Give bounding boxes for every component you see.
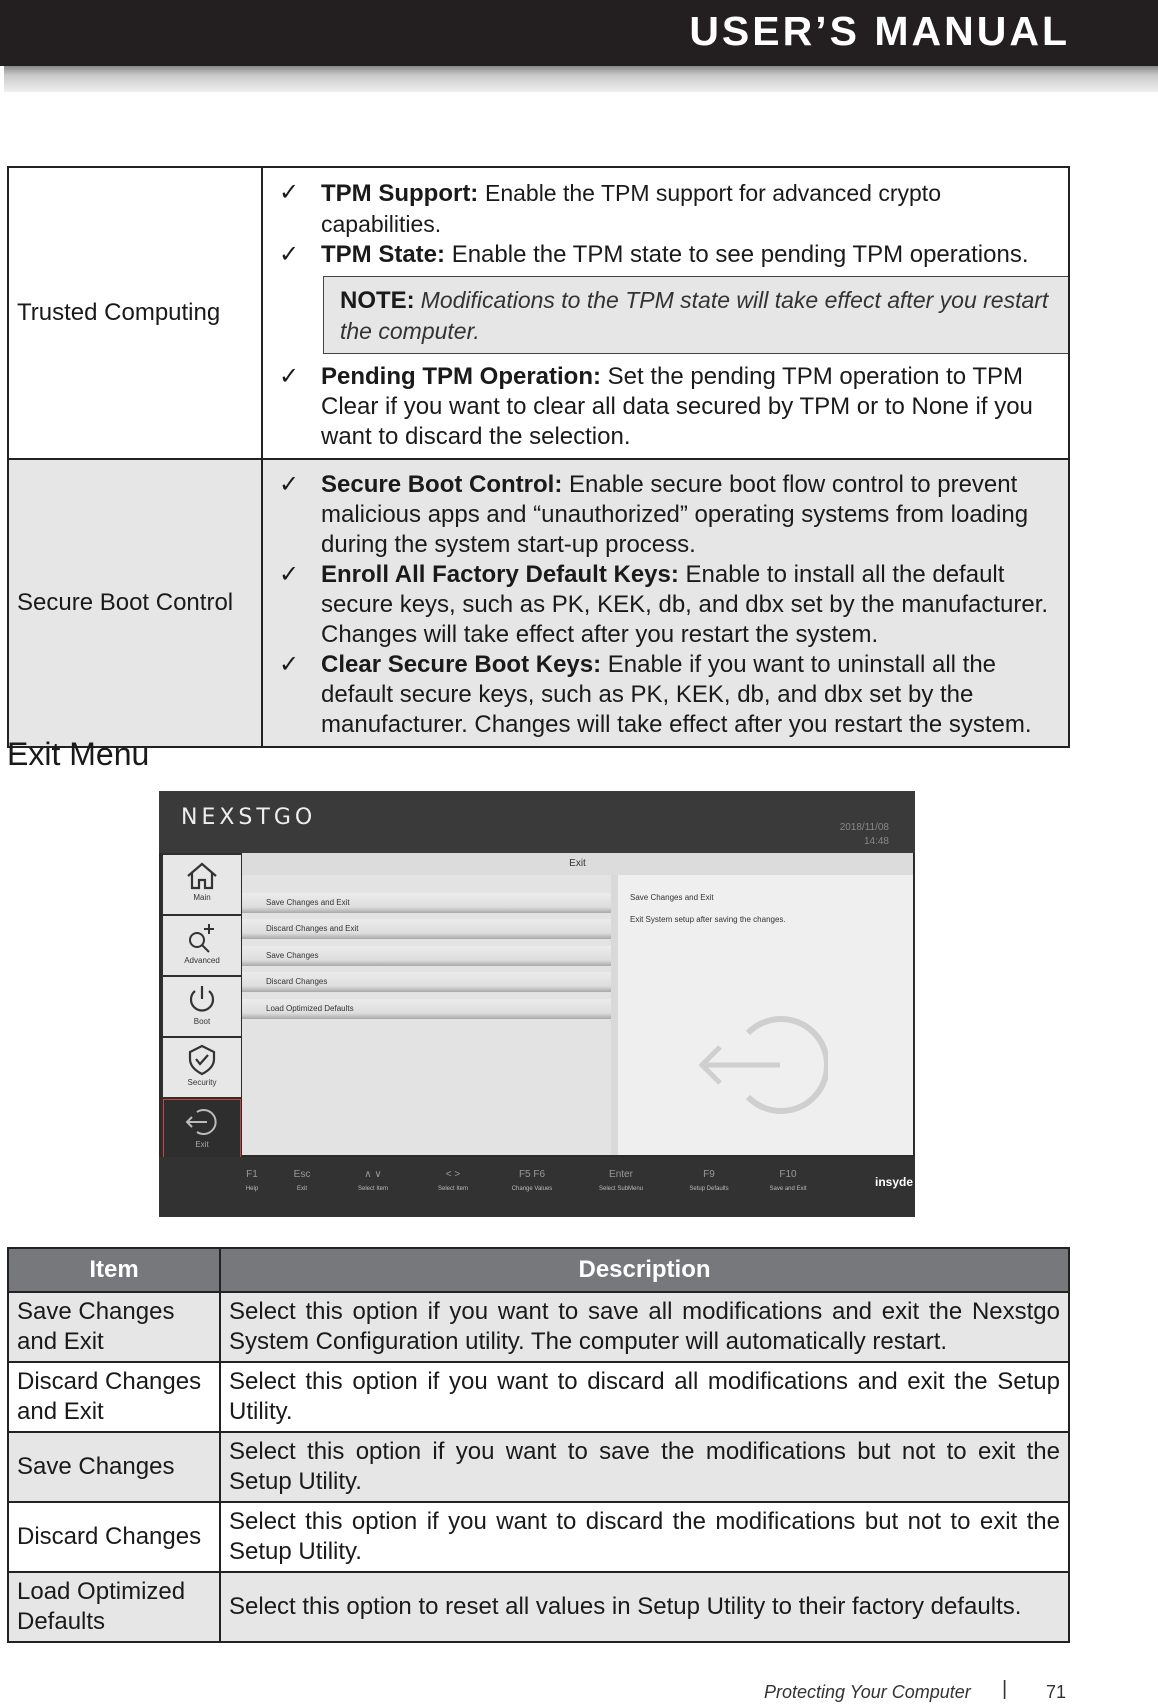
checkmark-icon: ✓ bbox=[279, 561, 300, 588]
option-secure-boot-control: ✓ Secure Boot Control: Enable secure boot flow control to prevent malicious apps and “unauthorized” operating systems from loading during the system start-up process. bbox=[279, 471, 1029, 558]
key-leftright[interactable]: < > Select Item bbox=[437, 1169, 468, 1192]
row-label: Secure Boot Control bbox=[8, 459, 262, 747]
option-pending-tpm: ✓ Pending TPM Operation: Set the pending TPM operation to TPM Clear if you want to clear all data secured by TPM or to None if you want to discard the selection. bbox=[279, 363, 1033, 450]
description-cell: Select this option if you want to discard the modifications but not to exit the Setup Utility. bbox=[220, 1502, 1069, 1572]
header-shadow bbox=[4, 66, 1158, 92]
sidebar-item-exit[interactable]: Exit bbox=[163, 1099, 241, 1158]
bios-screenshot bbox=[159, 791, 915, 1217]
key-f5-f6[interactable]: F5 F6 Change Values bbox=[511, 1169, 553, 1192]
option-tpm-support: ✓ TPM Support: Enable the TPM support for advanced crypto capabilities. bbox=[279, 179, 941, 237]
row-label: Trusted Computing bbox=[8, 167, 262, 459]
key-enter[interactable]: Enter Select SubMenu bbox=[598, 1169, 644, 1192]
help-description: Exit System setup after saving the changes. bbox=[630, 915, 786, 924]
page-number: 71 bbox=[1046, 1682, 1067, 1702]
sidebar-item-advanced[interactable]: Advanced bbox=[163, 916, 241, 975]
key-esc[interactable]: Esc Exit bbox=[293, 1169, 311, 1192]
bios-topbar bbox=[159, 791, 915, 853]
bios-datetime: 2018/11/08 14:48 bbox=[839, 822, 889, 847]
shield-icon bbox=[185, 1044, 219, 1076]
power-icon bbox=[185, 983, 219, 1015]
table-row bbox=[8, 459, 1069, 747]
bios-option-load-defaults[interactable]: Load Optimized Defaults bbox=[242, 999, 611, 1019]
item-cell: Save Changes bbox=[8, 1432, 220, 1502]
insyde-logo: insyde bbox=[874, 1175, 913, 1189]
checkmark-icon: ✓ bbox=[279, 363, 300, 390]
column-header-item: Item bbox=[8, 1248, 220, 1292]
magnifier-plus-icon bbox=[185, 922, 219, 954]
page-title: USER’S MANUAL bbox=[689, 8, 1070, 54]
settings-table bbox=[7, 166, 1070, 748]
key-f10[interactable]: F10 Save and Exit bbox=[769, 1169, 807, 1192]
item-cell: Load Optimized Defaults bbox=[8, 1572, 220, 1642]
table-row bbox=[8, 1572, 1069, 1642]
exit-icon bbox=[183, 1106, 221, 1138]
checkmark-icon: ✓ bbox=[279, 241, 300, 268]
column-header-description: Description bbox=[220, 1248, 1069, 1292]
key-updown[interactable]: ∧ ∨ Select Item bbox=[357, 1169, 388, 1192]
option-tpm-state: ✓ TPM State: Enable the TPM state to see pending TPM operations. bbox=[279, 241, 1029, 268]
note-box: NOTE: Modifications to the TPM state will take effect after you restart the computer. bbox=[323, 276, 1070, 354]
row-options bbox=[262, 167, 1069, 459]
item-cell: Discard Changes and Exit bbox=[8, 1362, 220, 1432]
table-row bbox=[8, 1362, 1069, 1432]
option-enroll-keys: ✓ Enroll All Factory Default Keys: Enable to install all the default secure keys, such as PK, KEK, db, and dbx set by the manufacturer. Changes will take effect after you restart the system. bbox=[279, 561, 1049, 648]
item-cell: Discard Changes bbox=[8, 1502, 220, 1572]
table-row bbox=[8, 167, 1069, 459]
exit-menu-table bbox=[7, 1247, 1070, 1643]
description-cell: Select this option to reset all values in Setup Utility to their factory defaults. bbox=[220, 1572, 1069, 1642]
bios-option-discard-exit[interactable]: Discard Changes and Exit bbox=[242, 919, 611, 939]
bios-main bbox=[242, 853, 913, 1155]
description-cell: Select this option if you want to save the modifications but not to exit the Setup Utility. bbox=[220, 1432, 1069, 1502]
checkmark-icon: ✓ bbox=[279, 179, 300, 206]
bios-option-list bbox=[242, 875, 611, 1155]
table-header-row bbox=[8, 1248, 1069, 1292]
help-title: Save Changes and Exit bbox=[630, 893, 714, 902]
key-f1[interactable]: F1 Help bbox=[245, 1169, 259, 1192]
nexstgo-logo: NEXSTGO bbox=[181, 805, 317, 830]
exit-large-icon bbox=[698, 1015, 828, 1115]
item-cell: Save Changes and Exit bbox=[8, 1292, 220, 1362]
footer-section: Protecting Your Computer bbox=[764, 1682, 971, 1702]
table-row bbox=[8, 1502, 1069, 1572]
table-row bbox=[8, 1292, 1069, 1362]
key-f9[interactable]: F9 Setup Defaults bbox=[689, 1169, 729, 1192]
section-title: Exit Menu bbox=[7, 736, 150, 772]
table-row bbox=[8, 1432, 1069, 1502]
bios-function-key-bar bbox=[159, 1157, 915, 1217]
bios-help-panel bbox=[618, 875, 913, 1155]
bios-option-save-exit[interactable]: Save Changes and Exit bbox=[242, 893, 611, 913]
bios-option-discard[interactable]: Discard Changes bbox=[242, 972, 611, 992]
bios-sidebar bbox=[161, 853, 241, 1155]
footer-separator: | bbox=[1002, 1678, 1008, 1700]
checkmark-icon: ✓ bbox=[279, 651, 300, 678]
sidebar-item-boot[interactable]: Boot bbox=[163, 977, 241, 1036]
description-cell: Select this option if you want to save all modifications and exit the Nexstgo System Configuration utility. The computer will automatically restart. bbox=[220, 1292, 1069, 1362]
row-options bbox=[262, 459, 1069, 747]
checkmark-icon: ✓ bbox=[279, 471, 300, 498]
bios-option-save[interactable]: Save Changes bbox=[242, 946, 611, 966]
home-icon bbox=[185, 861, 219, 891]
option-clear-keys: ✓ Clear Secure Boot Keys: Enable if you want to uninstall all the default secure keys, such as PK, KEK, db, and dbx set by the manufacturer. Changes will take effect after you restart the system. bbox=[279, 651, 1032, 738]
sidebar-item-security[interactable]: Security bbox=[163, 1038, 241, 1097]
sidebar-item-main[interactable]: Main bbox=[163, 855, 241, 914]
description-cell: Select this option if you want to discard all modifications and exit the Setup Utility. bbox=[220, 1362, 1069, 1432]
bios-tab-exit[interactable]: Exit bbox=[242, 853, 913, 875]
